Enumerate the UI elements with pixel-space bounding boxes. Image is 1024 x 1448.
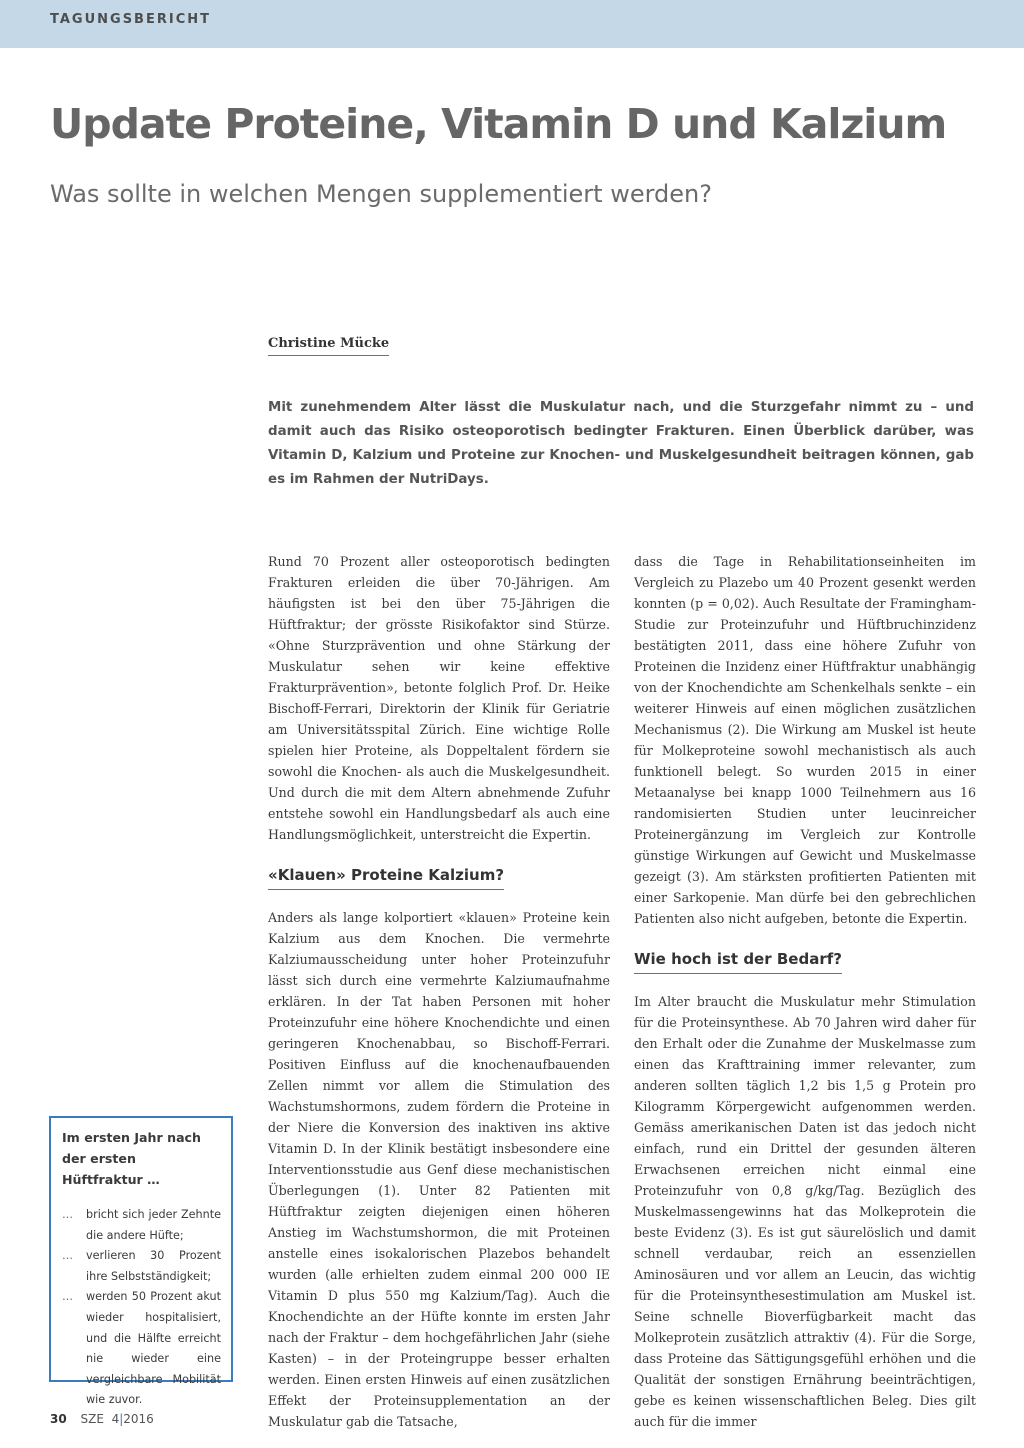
body-column-right — [634, 551, 976, 1432]
section-label: TAGUNGSBERICHT — [50, 12, 211, 27]
list-item-text: bricht sich jeder Zehnte die andere Hüfte; — [86, 1208, 221, 1242]
info-box-list — [62, 1205, 221, 1411]
issue-year: 2016 — [123, 1412, 154, 1426]
info-box — [49, 1116, 233, 1407]
list-item — [62, 1246, 221, 1287]
section-heading: «Klauen» Proteine Kalzium? — [268, 865, 504, 890]
ellipsis-marker: … — [62, 1208, 73, 1221]
list-item-text: werden 50 Prozent akut wieder hospitalisiert, und die Hälfte erreicht nie wieder eine vergleichbare Mobilität wie zuvor. — [86, 1290, 221, 1407]
body-paragraph: dass die Tage in Rehabilitationseinheiten im Vergleich zu Plazebo um 40 Prozent gesenkt werden konnten (p = 0,02). Auch Resultate der Framingham-Studie zur Proteinzufuhr und Hüftbruchinzidenz bestätigten 2011, dass eine höhere Zufuhr von Proteinen die Inzidenz einer Hüftfraktur unabhängig von der Knochendichte am Schenkelhals senkte – ein weiterer Hinweis auf einen möglichen zusätzlichen Mechanismus (2). Die Wirkung am Muskel ist heute für Molkeproteine sowohl mechanistisch als auch funktionell belegt. So wurden 2015 in einer Metaanalyse bei knapp 1000 Teilnehmern aus 16 randomisierten Studien unter leucinreicher Proteinergänzung im Vergleich zur Kontrolle günstige Wirkungen auf Gewicht und Muskelmasse gezeigt (3). Am stärksten profitierten Patienten mit einer Sarkopenie. Man dürfe bei den gebrechlichen Patienten also nicht aufgeben, betonte die Expertin. — [634, 554, 976, 926]
page-footer — [50, 1412, 154, 1426]
body-column-left — [268, 551, 610, 1432]
section-header-bar — [0, 0, 1024, 48]
lead-paragraph: Mit zunehmendem Alter lässt die Muskulatur nach, und die Sturzgefahr nimmt zu – und damit auch das Risiko osteoporotisch bedingter Frakturen. Einen Überblick darüber, was Vitamin D, Kalzium und Proteine zur Knochen- und Muskelgesundheit beitragen können, gab es im Rahmen der NutriDays. — [268, 400, 974, 487]
body-paragraph: Im Alter braucht die Muskulatur mehr Stimulation für die Proteinsynthese. Ab 70 Jahren wird daher für den Erhalt oder die Zunahme der Muskelmasse zum einen das Krafttraining immer relevanter, zum anderen sollten täglich 1,2 bis 1,5 g Protein pro Kilogramm Körpergewicht aufgenommen werden. Gemäss amerikanischen Daten ist das jedoch nicht einfach, rund ein Drittel der gesunden älteren Erwachsenen erreichen nicht einmal eine Proteinzufuhr von 0,8 g/kg/Tag. Bezüglich des Muskelmassengewinns hat das Molkeprotein die beste Evidenz (3). Es ist gut säurelöslich und damit schnell verdaubar, reich an essenziellen Aminosäuren und vor allem an Leucin, das wichtig für die Proteinsynthesestimulation am Muskel ist. Seine schnelle Bioverfügbarkeit macht das Molkeprotein zusätzlich attraktiv (4). Für die Sorge, dass Proteine das Sättigungsgefühl erhöhen und die Qualität der sonstigen Ernährung beeinträchtigen, gebe es keinen wissenschaftlichen Beleg. Dies gilt auch für die immer — [634, 994, 976, 1429]
journal-name: SZE — [80, 1412, 104, 1426]
body-paragraph: Rund 70 Prozent aller osteoporotisch bedingten Frakturen erleiden die über 70-Jährigen. Am häufigsten ist bei den über 75-Jährigen die Hüftfraktur; der grösste Risikofaktor sind Stürze. «Ohne Sturzprävention und ohne Stärkung der Muskulatur sehen wir keine effektive Frakturprävention», betonte folglich Prof. Dr. Heike Bischoff-Ferrari, Direktorin der Klinik für Geriatrie am Universitätsspital Zürich. Eine wichtige Rolle spielen hier Proteine, als Doppeltalent fördern sie sowohl die Knochen- als auch die Muskelgesundheit. Und durch die mit dem Altern abnehmende Zufuhr entstehe sowohl ein Handlungsbedarf als auch eine Handlungsmöglichkeit, unterstreicht die Expertin. — [268, 554, 610, 842]
info-box-title: Im ersten Jahr nach der ersten Hüftfraktur … — [62, 1130, 201, 1187]
page-number: 30 — [50, 1412, 67, 1426]
list-item — [62, 1205, 221, 1246]
article-subtitle: Was sollte in welchen Mengen supplementiert werden? — [50, 180, 712, 208]
section-heading: Wie hoch ist der Bedarf? — [634, 949, 842, 974]
body-paragraph: Anders als lange kolportiert «klauen» Proteine kein Kalzium aus dem Knochen. Die vermehrte Kalziumausscheidung unter hoher Proteinzufuhr lässt sich durch eine vermehrte Kalziumaufnahme erklären. In der Tat haben Personen mit hoher Proteinzufuhr eine höhere Knochendichte und einen geringeren Knochenabbau, so Bischoff-Ferrari. Positiven Einfluss auf die knochenaufbauenden Zellen nimmt vor allem die Stimulation des Wachstumshormons, zudem fördern die Proteine in der Niere die Konversion des inaktiven ins aktive Vitamin D. In der Klinik bestätigt insbesondere eine Interventionsstudie aus Genf diese mechanistischen Überlegungen (1). Unter 82 Patienten mit Hüftfraktur zeigten diejenigen einen höheren Anstieg im Wachstumshormon, die mit Proteinen anstelle eines isokalorischen Plazebos behandelt wurden (alle erhielten zudem einmal 200 000 IE Vitamin D plus 550 mg Kalzium/Tag). Auch die Knochendichte an der Hüfte konnte im ersten Jahr nach der Fraktur – dem hochgefährlichen Jahr (siehe Kasten) – in der Proteingruppe besser erhalten werden. Einen ersten Hinweis auf einen zusätzlichen Effekt der Proteinsupplementation an der Muskulatur gab die Tatsache, — [268, 910, 610, 1429]
article-title: Update Proteine, Vitamin D und Kalzium — [50, 100, 947, 148]
ellipsis-marker: … — [62, 1249, 73, 1263]
list-item-text: verlieren 30 Prozent ihre Selbstständigkeit; — [86, 1249, 221, 1283]
author-name: Christine Mücke — [268, 336, 389, 356]
issue-separator: | — [119, 1412, 124, 1426]
ellipsis-marker: … — [62, 1290, 73, 1304]
issue-number: 4 — [111, 1412, 120, 1426]
list-item — [62, 1287, 221, 1411]
